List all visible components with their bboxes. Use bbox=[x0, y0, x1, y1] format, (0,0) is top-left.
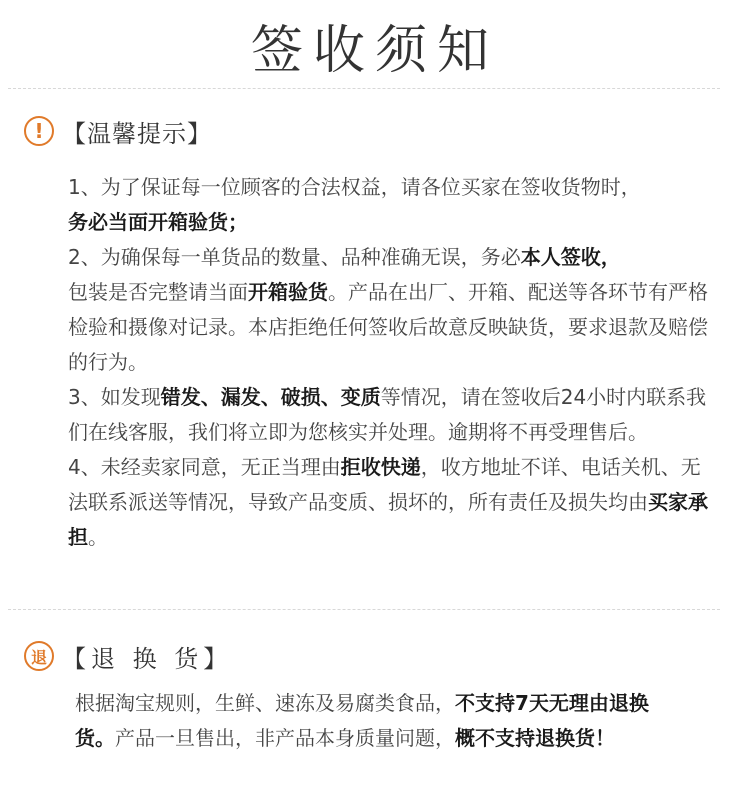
returns-title: 【退 换 货】 bbox=[62, 644, 233, 673]
notice-item-4-emphasis-a: 拒收快递 bbox=[340, 455, 421, 479]
notice-item-4-emphasis-b: 买家承担 bbox=[68, 490, 708, 549]
notice-item-2-text-a: 2、为确保每一单货品的数量、品种准确无误，务必 bbox=[68, 245, 521, 269]
returns-text bbox=[75, 686, 687, 756]
returns-emphasis-b: 概不支持退换货！ bbox=[455, 726, 615, 750]
notice-item-3-emphasis: 错发、漏发、破损、变质 bbox=[160, 385, 381, 409]
notice-item-2 bbox=[68, 240, 720, 380]
notice-body bbox=[68, 170, 720, 555]
returns-text-b: 产品一旦售出，非产品本身质量问题， bbox=[115, 726, 455, 750]
notice-item-1-text: 1、为了保证每一位顾客的合法权益，请各位买家在签收货物时， bbox=[68, 175, 641, 199]
notice-item-1 bbox=[68, 170, 720, 240]
notice-item-3-text-a: 3、如发现 bbox=[68, 385, 161, 409]
notice-item-4-text-a: 4、未经卖家同意，无正当理由 bbox=[68, 455, 341, 479]
notice-item-2-emphasis-b: 开箱验货 bbox=[248, 280, 328, 304]
exclamation-circle-icon: ! bbox=[24, 116, 54, 146]
notice-item-4 bbox=[68, 450, 720, 555]
notice-item-4-text-b: ，收方地址不详、电话关机、无法联系派送等情况，导致产品变质、损坏的，所有责任及损失均由 bbox=[68, 455, 701, 514]
notice-heading bbox=[24, 113, 212, 149]
notice-item-3 bbox=[68, 380, 720, 450]
return-circle-icon: 退 bbox=[24, 641, 54, 671]
notice-item-1-emphasis: 务必当面开箱验货； bbox=[68, 210, 248, 234]
notice-title: 【温馨提示】 bbox=[62, 119, 212, 148]
notice-item-2-emphasis-a: 本人签收， bbox=[520, 245, 621, 269]
notice-item-3-text-b: 等情况，请在签收后24小时内联系我们在线客服，我们将立即为您核实并处理。逾期将不再受理售后。 bbox=[68, 385, 707, 444]
returns-text-a: 根据淘宝规则，生鲜、速冻及易腐类食品， bbox=[75, 691, 455, 715]
notice-item-2-text-b: 包装是否完整请当面 bbox=[68, 280, 248, 304]
notice-item-4-text-c: 。 bbox=[88, 525, 108, 549]
returns-emphasis-a: 不支持7天无理由退换货。 bbox=[75, 691, 649, 750]
returns-body bbox=[75, 686, 687, 756]
page-title: 签收须知 bbox=[250, 21, 499, 81]
notice-item-2-text-c: 。产品在出厂、开箱、配送等各环节有严格检验和摄像对记录。本店拒绝任何签收后故意反映缺货，要求退款及赔偿的行为。 bbox=[68, 280, 708, 374]
top-divider bbox=[8, 88, 720, 89]
middle-divider bbox=[8, 609, 720, 610]
returns-heading bbox=[24, 638, 232, 674]
